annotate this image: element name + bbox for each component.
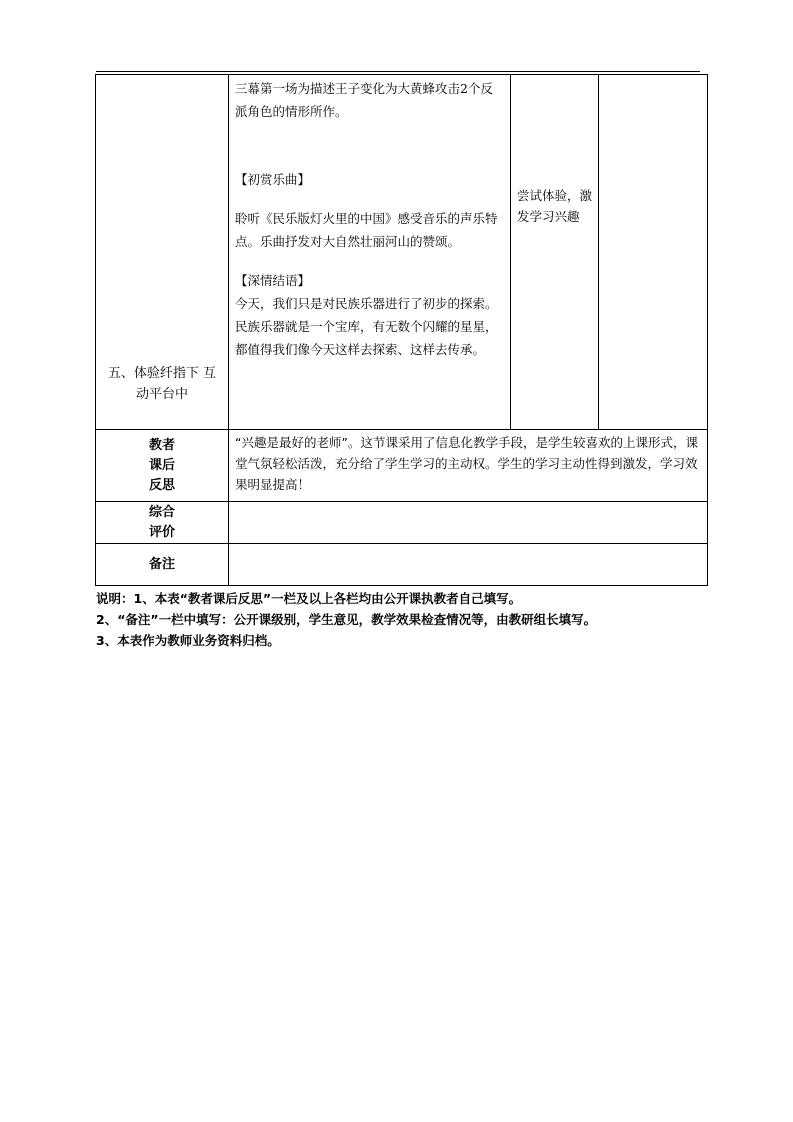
- reflection-label: [96, 430, 229, 502]
- lesson-plan-table: [95, 74, 708, 586]
- extra-cell: [599, 75, 708, 430]
- evaluation-label-line2: 评价: [148, 524, 175, 540]
- reflection-label-line3: 反思: [148, 477, 175, 493]
- design-intent-text: 尝试体验，激发学习兴趣: [517, 188, 593, 224]
- reflection-text-cell: [229, 430, 708, 502]
- section-heading-conclusion: 【深情结语】: [235, 273, 311, 288]
- content-intro: 三幕第一场为描述王子变化为大黄蜂攻击2个反派角色的情形所作。: [235, 81, 493, 119]
- design-intent-cell: [511, 75, 599, 430]
- footnote-1: 说明：1、本表“教者课后反思”一栏及以上各栏均由公开课执教者自己填写。: [96, 591, 522, 606]
- remarks-text-cell: [229, 544, 708, 586]
- evaluation-label-line1: 综合: [148, 504, 175, 520]
- footnote-3: 3、本表作为教师业务资料归档。: [96, 633, 280, 648]
- footnote-2: 2、“备注”一栏中填写：公开课级别，学生意见，教学效果检查情况等，由教研组长填写。: [96, 612, 597, 627]
- remarks-label-text: 备注: [148, 556, 175, 572]
- remarks-row: [96, 544, 708, 586]
- evaluation-row: [96, 502, 708, 544]
- remarks-label: [96, 544, 229, 586]
- reflection-text: “兴趣是最好的老师”。这节课采用了信息化教学手段，是学生较喜欢的上课形式，课堂气氛轻松活泼，充分给了学生学习的主动权。学生的学习主动性得到激发，学习效果明显提高！: [235, 435, 698, 492]
- reflection-row: [96, 430, 708, 502]
- stage-title: 五、体验纤指下 互动平台中: [107, 366, 217, 402]
- section-heading-appreciation: 【初赏乐曲】: [235, 172, 311, 187]
- content-conclusion: 今天，我们只是对民族乐器进行了初步的探索。民族乐器就是一个宝库，有无数个闪耀的星星，都值得我们像今天这样去探索、这样去传承。: [235, 296, 498, 357]
- content-listening: 聆听《民乐版灯火里的中国》感受音乐的声乐特点。乐曲抒发对大自然壮丽河山的赞颂。: [235, 211, 498, 249]
- stage-cell: [96, 75, 229, 430]
- reflection-label-line1: 教者: [148, 437, 175, 453]
- teaching-content-cell: [229, 75, 511, 430]
- evaluation-label: [96, 502, 229, 544]
- evaluation-text-cell: [229, 502, 708, 544]
- teaching-stage-row: [96, 75, 708, 430]
- page-header-rule: [96, 71, 700, 72]
- reflection-label-line2: 课后: [148, 457, 175, 473]
- footnotes: [96, 588, 596, 651]
